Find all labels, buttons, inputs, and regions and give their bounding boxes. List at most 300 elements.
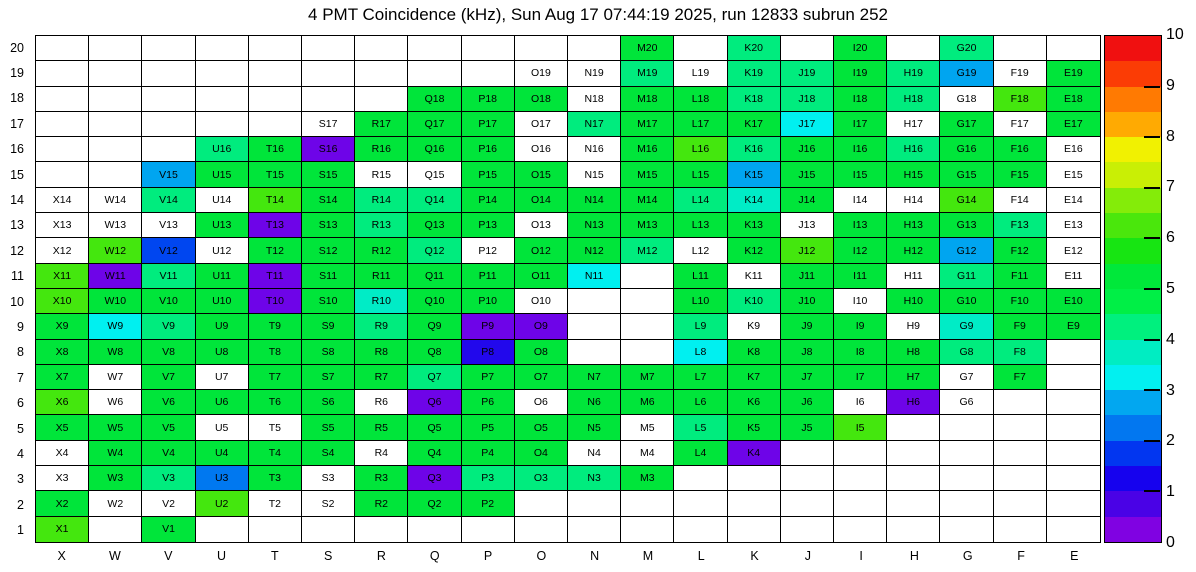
grid-cell-I3 (834, 466, 887, 491)
grid-cell-label: Q15 (424, 168, 445, 181)
grid-cell-label: L7 (694, 371, 707, 384)
grid-cell-P8 (462, 340, 515, 365)
grid-cell-label: H8 (906, 345, 920, 358)
grid-cell-label: U2 (214, 497, 229, 510)
grid-cell-K8 (728, 340, 781, 365)
grid-cell-label: J6 (801, 396, 813, 409)
y-axis-label: 13 (10, 218, 24, 233)
grid-cell-label: P18 (478, 92, 498, 105)
colorbar-tick (1144, 440, 1160, 442)
grid-cell-label: O8 (533, 345, 548, 358)
y-axis-label: 6 (17, 396, 24, 411)
grid-cell-X9 (36, 314, 89, 339)
grid-cell-label: E9 (1066, 320, 1080, 333)
grid-cell-X15 (36, 162, 89, 187)
grid-cell-R3 (355, 466, 408, 491)
x-axis-label: V (164, 549, 173, 563)
grid-cell-label: F8 (1013, 345, 1026, 358)
grid-cell-label: H14 (903, 193, 923, 206)
grid-cell-label: J11 (798, 269, 815, 282)
grid-cell-I17 (834, 112, 887, 137)
colorbar-tick-labels (1166, 26, 1196, 551)
grid-cell-label: K5 (747, 421, 761, 434)
colorbar-band (1105, 188, 1161, 213)
grid-cell-L5 (674, 415, 727, 440)
grid-cell-label: S9 (321, 320, 335, 333)
grid-cell-N12 (568, 238, 621, 263)
grid-cell-label: S8 (321, 345, 335, 358)
grid-cell-N11 (568, 264, 621, 289)
grid-cell-J4 (781, 441, 834, 466)
grid-cell-P2 (462, 491, 515, 516)
grid-cell-I1 (834, 517, 887, 542)
grid-cell-M6 (621, 390, 674, 415)
grid-cell-U6 (196, 390, 249, 415)
grid-cell-label: O16 (530, 143, 551, 156)
grid-cell-label: I20 (852, 42, 868, 55)
grid-cell-label: N19 (584, 67, 604, 80)
grid-cell-M11 (621, 264, 674, 289)
grid-cell-K6 (728, 390, 781, 415)
grid-cell-E3 (1047, 466, 1100, 491)
grid-cell-label: S17 (318, 118, 338, 131)
grid-cell-label: R16 (371, 143, 391, 156)
grid-cell-label: R15 (371, 168, 391, 181)
grid-cell-N8 (568, 340, 621, 365)
grid-cell-M7 (621, 365, 674, 390)
grid-cell-label: R17 (371, 118, 391, 131)
colorbar-tick (1144, 288, 1160, 290)
grid-cell-H16 (887, 137, 940, 162)
grid-cell-U18 (196, 87, 249, 112)
x-axis-label: N (590, 549, 600, 563)
grid-cell-label: F10 (1010, 295, 1029, 308)
grid-cell-label: V13 (159, 219, 178, 232)
grid-cell-label: N4 (587, 446, 601, 459)
grid-cell-Q15 (408, 162, 461, 187)
grid-cell-label: W10 (104, 295, 127, 308)
grid-cell-V10 (142, 289, 195, 314)
grid-cell-label: T8 (268, 345, 282, 358)
grid-cell-U15 (196, 162, 249, 187)
grid-cell-O13 (515, 213, 568, 238)
grid-cell-J15 (781, 162, 834, 187)
y-axis-label: 14 (10, 193, 24, 208)
grid-cell-label: G6 (959, 396, 974, 409)
grid-cell-label: M6 (639, 396, 655, 409)
x-axis-label: J (804, 549, 811, 563)
grid-cell-L14 (674, 188, 727, 213)
grid-cell-W19 (89, 61, 142, 86)
grid-cell-label: W9 (107, 320, 124, 333)
grid-cell-label: P12 (478, 244, 498, 257)
grid-cell-K14 (728, 188, 781, 213)
grid-cell-I14 (834, 188, 887, 213)
grid-cell-F19 (994, 61, 1047, 86)
grid-cell-label: U8 (214, 345, 229, 358)
grid-cell-label: J16 (798, 143, 816, 156)
grid-cell-R16 (355, 137, 408, 162)
y-axis-label: 2 (17, 497, 24, 512)
grid-cell-J8 (781, 340, 834, 365)
grid-cell-Q1 (408, 517, 461, 542)
grid-cell-label: G15 (956, 168, 977, 181)
grid-cell-V11 (142, 264, 195, 289)
grid-cell-E16 (1047, 137, 1100, 162)
grid-cell-label: O6 (533, 396, 548, 409)
grid-cell-P14 (462, 188, 515, 213)
grid-cell-label: T7 (268, 371, 282, 384)
grid-cell-label: I18 (852, 92, 868, 105)
colorbar-band (1105, 213, 1161, 238)
grid-cell-R12 (355, 238, 408, 263)
grid-cell-label: G12 (956, 244, 977, 257)
grid-cell-label: S5 (321, 421, 335, 434)
heatmap-grid (35, 35, 1101, 543)
grid-cell-I10 (834, 289, 887, 314)
grid-cell-label: Q6 (427, 396, 442, 409)
grid-cell-L4 (674, 441, 727, 466)
grid-cell-R4 (355, 441, 408, 466)
grid-cell-N20 (568, 36, 621, 61)
grid-cell-label: O7 (533, 371, 548, 384)
grid-cell-R18 (355, 87, 408, 112)
grid-cell-P13 (462, 213, 515, 238)
colorbar-tick-label: 7 (1166, 178, 1175, 196)
grid-cell-label: H11 (904, 269, 923, 282)
grid-cell-label: O18 (530, 92, 551, 105)
grid-cell-H4 (887, 441, 940, 466)
grid-cell-J1 (781, 517, 834, 542)
x-axis-label: Q (429, 549, 440, 563)
grid-cell-label: R12 (371, 244, 391, 257)
grid-cell-N14 (568, 188, 621, 213)
grid-cell-label: Q17 (424, 118, 445, 131)
grid-cell-S10 (302, 289, 355, 314)
grid-cell-label: X10 (52, 295, 72, 308)
grid-cell-X20 (36, 36, 89, 61)
grid-cell-O2 (515, 491, 568, 516)
colorbar-band (1105, 264, 1161, 289)
grid-cell-label: E15 (1064, 168, 1083, 181)
grid-cell-label: J10 (798, 295, 816, 308)
grid-cell-Q7 (408, 365, 461, 390)
grid-cell-label: J13 (798, 219, 816, 232)
grid-cell-label: F9 (1013, 320, 1026, 333)
grid-cell-label: S14 (318, 193, 338, 206)
grid-cell-I7 (834, 365, 887, 390)
grid-cell-M16 (621, 137, 674, 162)
grid-cell-K3 (728, 466, 781, 491)
grid-cell-label: T9 (268, 320, 282, 333)
grid-cell-label: X1 (55, 523, 69, 536)
grid-cell-U9 (196, 314, 249, 339)
grid-cell-label: U3 (214, 472, 229, 485)
grid-cell-label: I16 (852, 143, 868, 156)
grid-cell-F20 (994, 36, 1047, 61)
grid-cell-N9 (568, 314, 621, 339)
grid-cell-label: X11 (53, 269, 72, 282)
grid-cell-G7 (940, 365, 993, 390)
grid-cell-label: S13 (318, 219, 338, 232)
grid-cell-label: J19 (798, 67, 816, 80)
grid-cell-label: S7 (321, 371, 335, 384)
colorbar-band (1105, 162, 1161, 187)
grid-cell-label: H16 (903, 143, 923, 156)
grid-cell-label: V8 (162, 345, 175, 358)
grid-cell-label: E12 (1064, 244, 1083, 257)
grid-cell-label: Q10 (424, 295, 445, 308)
grid-cell-U16 (196, 137, 249, 162)
grid-cell-X1 (36, 517, 89, 542)
colorbar-band (1105, 314, 1161, 339)
y-axis-label: 8 (17, 345, 24, 360)
grid-cell-U8 (196, 340, 249, 365)
grid-cell-N1 (568, 517, 621, 542)
grid-cell-I12 (834, 238, 887, 263)
colorbar-band (1105, 289, 1161, 314)
grid-cell-label: L19 (691, 67, 710, 80)
grid-cell-label: U13 (212, 219, 232, 232)
grid-cell-O11 (515, 264, 568, 289)
grid-cell-E1 (1047, 517, 1100, 542)
grid-cell-label: L17 (691, 118, 710, 131)
grid-cell-Q16 (408, 137, 461, 162)
grid-cell-W7 (89, 365, 142, 390)
grid-cell-label: F15 (1010, 168, 1029, 181)
grid-cell-L1 (674, 517, 727, 542)
grid-cell-H14 (887, 188, 940, 213)
colorbar-tick (1144, 237, 1160, 239)
grid-cell-L2 (674, 491, 727, 516)
grid-cell-label: I10 (852, 295, 868, 308)
grid-cell-G2 (940, 491, 993, 516)
grid-cell-W18 (89, 87, 142, 112)
grid-cell-X7 (36, 365, 89, 390)
grid-cell-label: U14 (212, 193, 232, 206)
grid-cell-T14 (249, 188, 302, 213)
grid-cell-W4 (89, 441, 142, 466)
grid-cell-label: N5 (587, 421, 601, 434)
colorbar-tick (1144, 490, 1160, 492)
grid-cell-label: N18 (584, 92, 604, 105)
grid-cell-label: W8 (107, 345, 124, 358)
y-axis-label: 19 (10, 66, 24, 81)
grid-cell-G17 (940, 112, 993, 137)
grid-cell-T19 (249, 61, 302, 86)
grid-cell-U4 (196, 441, 249, 466)
grid-cell-label: M4 (639, 446, 655, 459)
grid-cell-label: E14 (1064, 193, 1083, 206)
grid-cell-Q6 (408, 390, 461, 415)
grid-cell-E10 (1047, 289, 1100, 314)
grid-cell-label: S15 (318, 168, 338, 181)
grid-cell-label: M12 (637, 244, 658, 257)
grid-cell-T4 (249, 441, 302, 466)
grid-cell-label: X2 (55, 497, 69, 510)
grid-cell-T20 (249, 36, 302, 61)
grid-cell-E18 (1047, 87, 1100, 112)
grid-cell-P20 (462, 36, 515, 61)
grid-cell-label: Q8 (427, 345, 442, 358)
grid-cell-label: R4 (374, 446, 388, 459)
grid-cell-label: S11 (319, 269, 338, 282)
grid-cell-label: F12 (1010, 244, 1029, 257)
grid-cell-F2 (994, 491, 1047, 516)
grid-cell-label: G20 (956, 42, 977, 55)
grid-cell-label: I19 (852, 67, 868, 80)
grid-cell-O9 (515, 314, 568, 339)
colorbar-band (1105, 390, 1161, 415)
colorbar-tick (1144, 136, 1160, 138)
grid-cell-F16 (994, 137, 1047, 162)
grid-cell-K15 (728, 162, 781, 187)
grid-cell-S16 (302, 137, 355, 162)
grid-cell-label: Q11 (424, 269, 445, 282)
y-axis-label: 9 (17, 320, 24, 335)
grid-cell-label: I5 (855, 421, 865, 434)
grid-cell-label: M5 (639, 421, 655, 434)
grid-cell-Q19 (408, 61, 461, 86)
grid-cell-J18 (781, 87, 834, 112)
grid-cell-T6 (249, 390, 302, 415)
grid-cell-P7 (462, 365, 515, 390)
grid-cell-E7 (1047, 365, 1100, 390)
grid-cell-label: H13 (903, 219, 923, 232)
grid-cell-P12 (462, 238, 515, 263)
x-axis-label: G (962, 549, 973, 563)
grid-cell-F10 (994, 289, 1047, 314)
grid-cell-label: G10 (956, 295, 977, 308)
grid-cell-label: P14 (478, 193, 498, 206)
grid-cell-label: V4 (162, 446, 175, 459)
grid-cell-label: W13 (104, 219, 127, 232)
grid-cell-label: N11 (584, 269, 604, 282)
grid-cell-label: M7 (639, 371, 655, 384)
grid-cell-T12 (249, 238, 302, 263)
grid-cell-G13 (940, 213, 993, 238)
grid-cell-label: F7 (1013, 371, 1026, 384)
grid-cell-label: K20 (744, 42, 764, 55)
grid-cell-label: S16 (318, 143, 338, 156)
grid-cell-label: X8 (55, 345, 69, 358)
grid-cell-label: R14 (371, 193, 391, 206)
grid-cell-label: I9 (855, 320, 865, 333)
grid-cell-J10 (781, 289, 834, 314)
grid-cell-O6 (515, 390, 568, 415)
grid-cell-J12 (781, 238, 834, 263)
grid-cell-T7 (249, 365, 302, 390)
colorbar-band (1105, 36, 1161, 61)
colorbar-tick-label: 0 (1166, 534, 1175, 551)
grid-cell-F12 (994, 238, 1047, 263)
grid-cell-V3 (142, 466, 195, 491)
grid-cell-S2 (302, 491, 355, 516)
grid-cell-label: O14 (530, 193, 551, 206)
grid-cell-O7 (515, 365, 568, 390)
grid-cell-S12 (302, 238, 355, 263)
x-axis-label: H (909, 549, 919, 563)
grid-cell-M5 (621, 415, 674, 440)
grid-cell-label: R2 (374, 497, 388, 510)
grid-cell-K13 (728, 213, 781, 238)
x-axis-label: E (1070, 549, 1079, 563)
grid-cell-K12 (728, 238, 781, 263)
grid-cell-label: I11 (853, 269, 867, 282)
grid-cell-G12 (940, 238, 993, 263)
grid-cell-O5 (515, 415, 568, 440)
grid-cell-F9 (994, 314, 1047, 339)
grid-cell-K5 (728, 415, 781, 440)
grid-cell-label: O11 (531, 269, 551, 282)
grid-cell-label: F16 (1010, 143, 1029, 156)
grid-cell-label: U15 (212, 168, 232, 181)
grid-cell-P9 (462, 314, 515, 339)
grid-cell-G6 (940, 390, 993, 415)
grid-cell-F7 (994, 365, 1047, 390)
y-axis-label: 11 (11, 269, 24, 284)
grid-cell-label: K18 (744, 92, 764, 105)
grid-cell-G18 (940, 87, 993, 112)
grid-cell-H19 (887, 61, 940, 86)
grid-cell-W8 (89, 340, 142, 365)
grid-cell-M15 (621, 162, 674, 187)
y-axis-label: 5 (17, 421, 24, 436)
grid-cell-label: E16 (1064, 143, 1083, 156)
grid-cell-P18 (462, 87, 515, 112)
grid-cell-J6 (781, 390, 834, 415)
grid-cell-label: T2 (268, 497, 282, 510)
grid-cell-E13 (1047, 213, 1100, 238)
grid-cell-label: M16 (637, 143, 658, 156)
grid-cell-Q13 (408, 213, 461, 238)
grid-cell-H17 (887, 112, 940, 137)
grid-cell-M2 (621, 491, 674, 516)
grid-cell-label: J7 (801, 371, 813, 384)
grid-cell-label: L16 (691, 143, 710, 156)
x-axis-label: I (859, 549, 863, 563)
grid-cell-label: G18 (956, 92, 977, 105)
grid-cell-label: M14 (637, 193, 658, 206)
grid-cell-T1 (249, 517, 302, 542)
grid-cell-label: Q18 (424, 92, 445, 105)
grid-cell-N19 (568, 61, 621, 86)
grid-cell-label: J17 (798, 118, 816, 131)
grid-cell-label: U16 (212, 143, 232, 156)
grid-cell-label: T11 (266, 269, 284, 282)
grid-cell-E15 (1047, 162, 1100, 187)
grid-cell-L11 (674, 264, 727, 289)
grid-cell-P15 (462, 162, 515, 187)
colorbar-tick-label: 4 (1166, 330, 1175, 348)
grid-cell-M14 (621, 188, 674, 213)
grid-cell-label: M19 (637, 67, 658, 80)
grid-cell-label: V2 (162, 497, 175, 510)
colorbar-band (1105, 365, 1161, 390)
grid-cell-label: W5 (107, 421, 124, 434)
colorbar-tick-label: 10 (1166, 26, 1184, 43)
grid-cell-label: U5 (214, 421, 229, 434)
grid-cell-label: U4 (214, 446, 229, 459)
grid-cell-V16 (142, 137, 195, 162)
grid-cell-W14 (89, 188, 142, 213)
grid-cell-T13 (249, 213, 302, 238)
grid-cell-R19 (355, 61, 408, 86)
grid-cell-H12 (887, 238, 940, 263)
grid-cell-J13 (781, 213, 834, 238)
grid-cell-label: W6 (107, 396, 124, 409)
grid-cell-label: V3 (162, 472, 175, 485)
